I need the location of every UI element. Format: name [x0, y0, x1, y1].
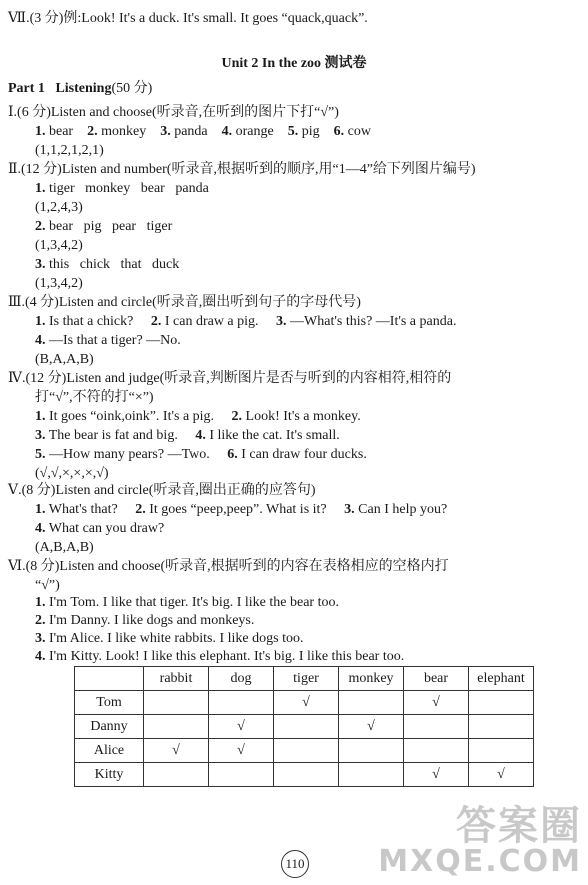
statement-line	[35, 630, 303, 648]
section-3-heading	[8, 294, 361, 312]
item-number: 3.	[35, 257, 46, 272]
item-number: 1.	[35, 409, 46, 424]
item-text: I can draw four ducks.	[241, 447, 367, 462]
section-4-heading	[8, 370, 451, 388]
statement-line	[35, 648, 404, 666]
table-header-cell: monkey	[339, 667, 404, 691]
watermark-url: MXQE.COM	[378, 844, 582, 879]
part-label: Part 1	[8, 81, 45, 96]
item-text: What's that?	[48, 502, 118, 517]
row-label: Alice	[75, 739, 144, 763]
table-cell	[339, 763, 404, 787]
item-number: 2.	[35, 613, 46, 628]
section-1-heading	[8, 104, 339, 122]
question-line	[35, 313, 456, 331]
section-text: (12 分)Listen and number(听录音,根据听到的顺序,用“1—4”给下列图片编号)	[21, 162, 476, 177]
section-text: (8 分)Listen and circle(听录音,圈出正确的应答句)	[21, 483, 316, 498]
item-text: I can draw a pig.	[164, 314, 259, 329]
table-header-cell: rabbit	[144, 667, 209, 691]
item-text: Look! It's a monkey.	[245, 409, 361, 424]
section-number: Ⅶ.	[8, 11, 30, 26]
item-number: 4.	[35, 521, 46, 536]
watermark-logo: 答案圈	[456, 803, 582, 849]
question-line	[35, 427, 340, 445]
section-text: (12 分)Listen and judge(听录音,判断图片是否与听到的内容相符,相符的	[25, 371, 452, 386]
section-number: Ⅱ.	[8, 162, 22, 177]
table-cell: √	[209, 739, 274, 763]
item-text: I'm Danny. I like dogs and monkeys.	[49, 613, 255, 628]
table-header-cell: tiger	[274, 667, 339, 691]
item-text: —Is that a tiger? —No.	[49, 333, 181, 348]
section-number: Ⅵ.	[8, 559, 26, 574]
unit-title: Unit 2 In the zoo 测试卷	[221, 56, 367, 71]
section-2-heading	[8, 161, 476, 179]
page-number: 110	[281, 850, 309, 878]
item-number: 2.	[150, 314, 162, 329]
item-number: 2.	[135, 502, 146, 517]
item-text: I'm Alice. I like white rabbits. I like dogs too.	[49, 631, 304, 646]
item-text: bear pig pear tiger	[49, 219, 173, 234]
item-number: 1.	[35, 502, 46, 517]
question-line	[35, 446, 367, 464]
table-cell	[469, 715, 534, 739]
section-number: Ⅳ.	[8, 371, 26, 386]
item-number: 4.	[195, 428, 206, 443]
table-cell	[144, 763, 209, 787]
table-cell: √	[404, 691, 469, 715]
watermark	[378, 805, 582, 877]
item-number: 4.	[221, 124, 233, 139]
item-number: 2.	[231, 409, 243, 424]
word-group	[35, 256, 179, 274]
row-label: Danny	[75, 715, 144, 739]
table-row	[75, 715, 534, 739]
item-text: I'm Tom. I like that tiger. It's big. I like the bear too.	[49, 595, 339, 610]
item-text: this chick that duck	[49, 257, 180, 272]
question-line	[35, 501, 447, 519]
table-cell: √	[339, 715, 404, 739]
row-label: Kitty	[75, 763, 144, 787]
answer-key: (1,1,2,1,2,1)	[35, 143, 104, 158]
table-cell	[209, 763, 274, 787]
item-text: —What's this? —It's a panda.	[290, 314, 457, 329]
section-1-items	[35, 123, 371, 141]
word-group	[35, 218, 172, 236]
table-header-row	[75, 667, 534, 691]
item-text: Can I help you?	[358, 502, 448, 517]
section-text: (3 分)例:Look! It's a duck. It's small. It goes “quack,quack”.	[29, 11, 368, 26]
item-number: 5.	[35, 447, 46, 462]
table-cell	[274, 715, 339, 739]
item-text: monkey	[101, 124, 147, 139]
item-text: panda	[174, 124, 208, 139]
item-number: 1.	[35, 595, 46, 610]
section-6-heading-cont: “√”)	[35, 578, 60, 593]
word-group	[35, 180, 209, 198]
answer-key: (1,2,4,3)	[35, 200, 83, 215]
item-text: I'm Kitty. Look! I like this elephant. It's big. I like this bear too.	[49, 649, 405, 664]
table-cell: √	[274, 691, 339, 715]
item-text: orange	[235, 124, 274, 139]
table-cell	[404, 715, 469, 739]
section-number: Ⅴ.	[8, 483, 22, 498]
section-5-heading	[8, 482, 316, 500]
answer-table	[74, 666, 534, 787]
table-row	[75, 691, 534, 715]
item-number: 4.	[35, 333, 46, 348]
table-row	[75, 739, 534, 763]
table-row	[75, 763, 534, 787]
answer-key: (A,B,A,B)	[35, 540, 94, 555]
section-6-heading	[8, 558, 449, 576]
section-4-heading-cont: 打“√”,不符的打“×”)	[35, 390, 154, 405]
item-number: 6.	[227, 447, 238, 462]
section-number: Ⅰ.	[8, 105, 18, 120]
table-cell: √	[404, 763, 469, 787]
table-cell: √	[209, 715, 274, 739]
answer-key: (1,3,4,2)	[35, 238, 83, 253]
item-text: —How many pears? —Two.	[49, 447, 210, 462]
answer-key: (1,3,4,2)	[35, 276, 83, 291]
item-number: 3.	[276, 314, 287, 329]
table-cell	[339, 739, 404, 763]
table-cell: √	[144, 739, 209, 763]
question-line	[35, 332, 181, 350]
item-number: 1.	[35, 314, 46, 329]
item-text: It goes “oink,oink”. It's a pig.	[49, 409, 215, 424]
item-number: 4.	[35, 649, 46, 664]
section-number: Ⅲ.	[8, 295, 26, 310]
table-header-cell: bear	[404, 667, 469, 691]
table-cell	[144, 715, 209, 739]
table-cell	[144, 691, 209, 715]
answer-key: (√,√,×,×,×,√)	[35, 466, 109, 481]
item-number: 2.	[87, 124, 98, 139]
item-text: It goes “peep,peep”. What is it?	[149, 502, 327, 517]
item-number: 1.	[35, 181, 46, 196]
item-number: 2.	[35, 219, 46, 234]
table-cell	[469, 691, 534, 715]
item-number: 3.	[344, 502, 355, 517]
table-header-cell: dog	[209, 667, 274, 691]
section-text: (8 分)Listen and choose(听录音,根据听到的内容在表格相应的空格内打	[25, 559, 449, 574]
item-text: What can you draw?	[48, 521, 165, 536]
answer-key: (B,A,A,B)	[35, 352, 94, 367]
statement-line	[35, 594, 339, 612]
table-cell	[404, 739, 469, 763]
item-number: 3.	[160, 124, 171, 139]
row-label: Tom	[75, 691, 144, 715]
statement-line	[35, 612, 254, 630]
item-number: 3.	[35, 631, 46, 646]
section-text: (6 分)Listen and choose(听录音,在听到的图片下打“√”)	[17, 105, 339, 120]
item-number: 3.	[35, 428, 46, 443]
part-heading	[8, 80, 152, 98]
item-number: 6.	[333, 124, 345, 139]
item-number: 1.	[35, 124, 46, 139]
item-text: tiger monkey bear panda	[49, 181, 209, 196]
table-cell: √	[469, 763, 534, 787]
table-cell	[274, 739, 339, 763]
section-text: (4 分)Listen and circle(听录音,圈出听到句子的字母代号)	[25, 295, 361, 310]
item-text: cow	[347, 124, 371, 139]
item-number: 5.	[287, 124, 299, 139]
table-cell	[469, 739, 534, 763]
question-line	[35, 520, 164, 538]
table-cell	[209, 691, 274, 715]
table-cell	[274, 763, 339, 787]
item-text: bear	[49, 124, 74, 139]
table-cell	[339, 691, 404, 715]
item-text: pig	[301, 124, 320, 139]
section-7-line	[8, 10, 368, 28]
item-text: Is that a chick?	[49, 314, 134, 329]
table-header-cell: elephant	[469, 667, 534, 691]
item-text: I like the cat. It's small.	[209, 428, 340, 443]
question-line	[35, 408, 361, 426]
part-title: Listening	[55, 81, 112, 96]
table-header-cell	[75, 667, 144, 691]
part-points: (50 分)	[111, 81, 153, 96]
item-text: The bear is fat and big.	[48, 428, 178, 443]
